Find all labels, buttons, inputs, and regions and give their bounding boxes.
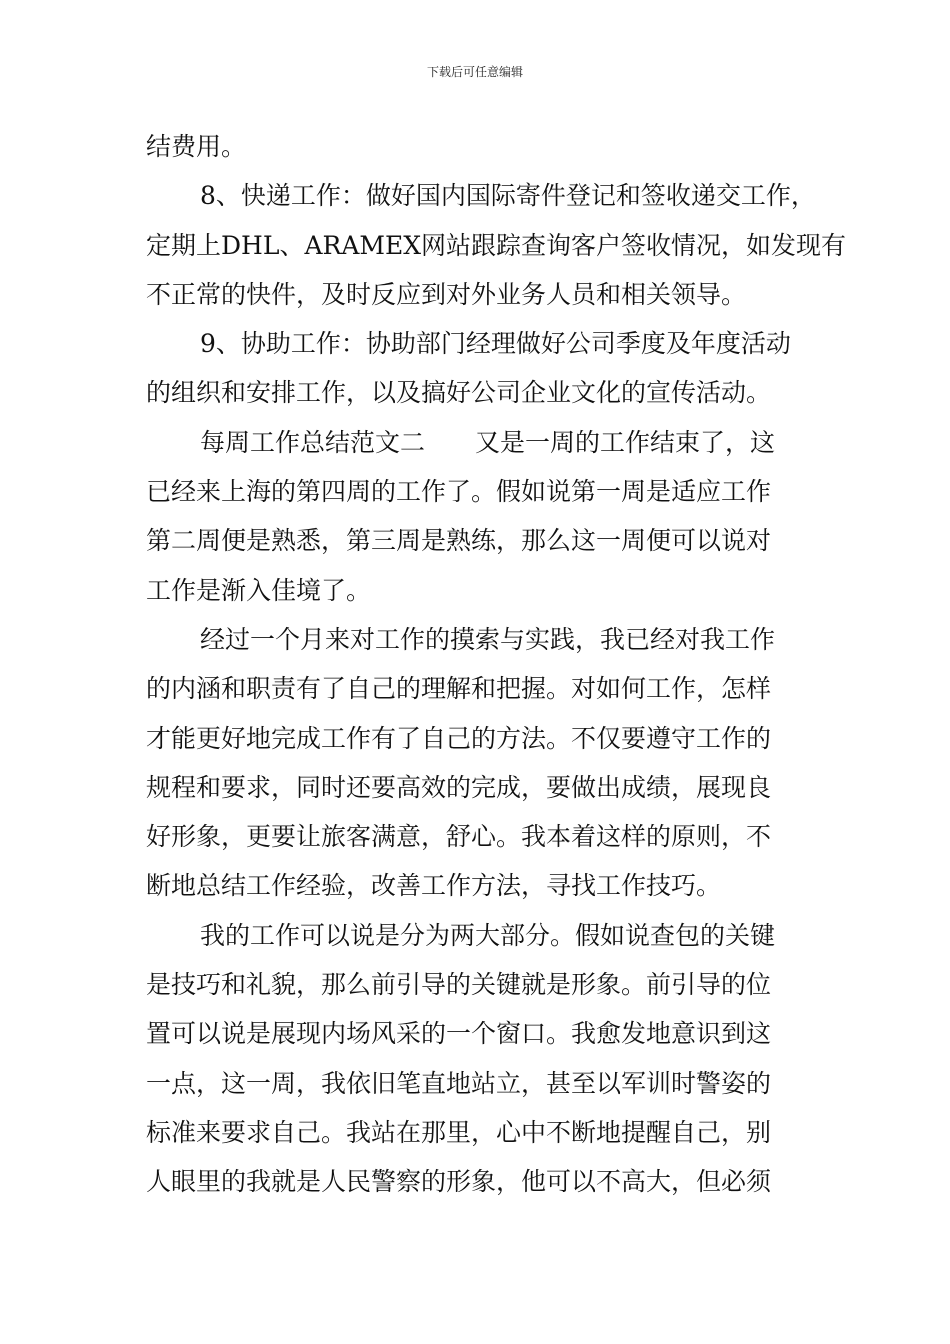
text-line: 结费用。 — [146, 132, 247, 161]
text-line: 是技巧和礼貌，那么前引导的关键就是形象。前引导的位 — [146, 970, 772, 1000]
text-line: 8、快递工作：做好国内国际寄件登记和签收递交工作， — [200, 181, 816, 211]
text-line: 已经来上海的第四周的工作了。假如说第一周是适应工作 — [146, 477, 772, 507]
text-line: 我的工作可以说是分为两大部分。假如说查包的关键 — [200, 920, 776, 950]
text-line: 第二周便是熟悉，第三周是熟练，那么这一周便可以说对 — [146, 526, 772, 556]
text-line: 才能更好地完成工作有了自己的方法。不仅要遵守工作的 — [146, 723, 772, 753]
text-line: 工作是渐入佳境了。 — [146, 575, 372, 605]
text-line: 一点，这一周，我依旧笔直地站立，甚至以军训时警姿的 — [146, 1068, 772, 1098]
text-line: 经过一个月来对工作的摸索与实践，我已经对我工作 — [200, 624, 776, 654]
text-line: 标准来要求自己。我站在那里，心中不断地提醒自己，别 — [146, 1117, 772, 1147]
text-line: 的内涵和职责有了自己的理解和把握。对如何工作，怎样 — [146, 674, 772, 704]
page-header: 下载后可任意编辑 — [426, 65, 523, 79]
text-line: 不正常的快件，及时反应到对外业务人员和相关领导。 — [146, 279, 747, 309]
text-line: 9、协助工作：协助部门经理做好公司季度及年度活动 — [200, 329, 791, 359]
text-line: 规程和要求，同时还要高效的完成，要做出成绩，展现良 — [146, 772, 772, 802]
text-line: 人眼里的我就是人民警察的形象，他可以不高大，但必须 — [146, 1167, 772, 1197]
document-body — [146, 122, 847, 1207]
text-line: 断地总结工作经验，改善工作方法，寻找工作技巧。 — [146, 871, 722, 901]
text-line: 每周工作总结范文二 又是一周的工作结束了，这 — [200, 427, 776, 457]
text-line: 置可以说是展现内场风采的一个窗口。我愈发地意识到这 — [146, 1019, 772, 1049]
text-line: 定期上DHL、ARAMEX网站跟踪查询客户签收情况，如发现有 — [146, 230, 847, 260]
text-line: 的组织和安排工作，以及搞好公司企业文化的宣传活动。 — [146, 378, 772, 408]
text-line: 好形象，更要让旅客满意，舒心。我本着这样的原则，不 — [146, 822, 772, 852]
